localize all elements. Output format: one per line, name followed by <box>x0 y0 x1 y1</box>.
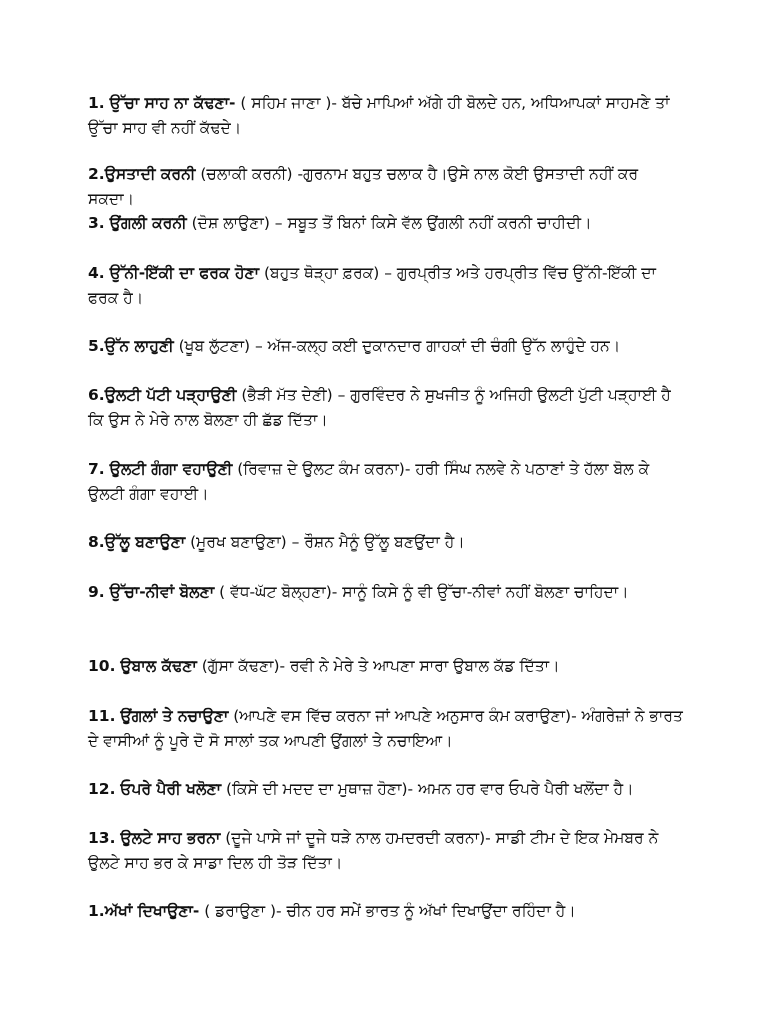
entry-number: 8. <box>88 533 105 551</box>
idiom-meaning-example: ( ਸਹਿਮ ਜਾਣਾ )- ਬੱਚੇ ਮਾਪਿਆਂ ਅੱਗੇ ਹੀ ਬੋਲਦੇ ਹਨ, ਅਧਿਆਪਕਾਂ ਸਾਹਮਣੇ ਤਾਂ ਉੱਚਾ ਸਾਹ ਵੀ ਨਹੀਂ ਕੱਢਦੇ। <box>88 94 670 137</box>
idiom-meaning-example: ( ਵੱਧ-ਘੱਟ ਬੋਲ੍ਹਣਾ)- ਸਾਨੂੰ ਕਿਸੇ ਨੂੰ ਵੀ ਉੱਚਾ-ਨੀਵਾਂ ਨਹੀਂ ਬੋਲਣਾ ਚਾਹਿਦਾ। <box>214 583 629 601</box>
idiom-term: ਉਂਗਲੀ ਕਰਨੀ <box>109 214 187 232</box>
idiom-term: ਉਲਟੇ ਸਾਹ ਭਰਨਾ <box>120 829 221 847</box>
idiom-term: ਉਲਟੀ ਪੱਟੀ ਪੜ੍ਹਾਉਣੀ <box>104 386 237 404</box>
idiom-entry-1 <box>88 91 688 141</box>
idiom-entry-6 <box>88 383 688 433</box>
idiom-meaning-example: (ਦੋਸ਼ ਲਾਉਣਾ) – ਸਬੂਤ ਤੋਂ ਬਿਨਾਂ ਕਿਸੇ ਵੱਲ ਉਂਗਲੀ ਨਹੀਂ ਕਰਨੀ ਚਾਹੀਦੀ। <box>186 214 592 232</box>
idiom-meaning-example: (ਦੂਜੇ ਪਾਸੇ ਜਾਂ ਦੂਜੇ ਧੜੇ ਨਾਲ ਹਮਦਰਦੀ ਕਰਨਾ)- ਸਾਡੀ ਟੀਮ ਦੇ ਇਕ ਮੇਮਬਰ ਨੇ ਉਲਟੇ ਸਾਹ ਭਰ ਕੇ ਸਾਡਾ ਦਿਲ ਹੀ ਤੋੜ ਦਿੱਤਾ। <box>88 829 659 872</box>
idiom-entry-2 <box>88 162 688 212</box>
entry-number: 4. <box>88 264 105 282</box>
idiom-entry-11 <box>88 704 688 754</box>
idiom-term: ਉਲਟੀ ਗੰਗਾ ਵਹਾਉਣੀ <box>109 460 233 478</box>
idiom-term: ਉਂਗਲਾਂ ਤੇ ਨਚਾਉਣਾ <box>120 707 229 725</box>
idiom-entry-8 <box>88 530 688 555</box>
idiom-entry-14 <box>88 899 688 924</box>
idiom-term: ਉਬਾਲ ਕੱਢਣਾ <box>120 657 197 675</box>
idiom-entry-4 <box>88 261 688 311</box>
idiom-meaning-example: (ਕਿਸੇ ਦੀ ਮਦਦ ਦਾ ਮੁਥਾਜ਼ ਹੋਣਾ)- ਅਮਨ ਹਰ ਵਾਰ ਓਪਰੇ ਪੈਰੀ ਖਲੋਂਦਾ ਹੈ। <box>221 780 634 798</box>
entry-number: 6. <box>88 386 105 404</box>
idiom-meaning-example: (ਖੂਬ ਲੁੱਟਣਾ) – ਅੱਜ-ਕਲ੍ਹ ਕਈ ਦੁਕਾਨਦਾਰ ਗਾਹਕਾਂ ਦੀ ਚੰਗੀ ਉੱਨ ਲਾਹੁੰਦੇ ਹਨ। <box>173 337 621 355</box>
idiom-meaning-example: (ਚਲਾਕੀ ਕਰਨੀ) -ਗੁਰਨਾਮ ਬਹੁਤ ਚਲਾਕ ਹੈ।ਉਸੇ ਨਾਲ ਕੋਈ ਉਸਤਾਦੀ ਨਹੀਂ ਕਰ ਸਕਦਾ। <box>88 165 639 208</box>
entry-number: 12. <box>88 780 116 798</box>
idiom-entry-13 <box>88 826 688 876</box>
idiom-entry-12 <box>88 777 688 802</box>
idiom-entry-5 <box>88 334 688 359</box>
idiom-meaning-example: (ਮੂਰਖ ਬਣਾਉਣਾ) – ਰੌਸ਼ਨ ਮੈਨੂੰ ਉੱਲੂ ਬਣਉਂਦਾ ਹੈ। <box>185 533 465 551</box>
entry-number: 13. <box>88 829 116 847</box>
idiom-entry-10 <box>88 654 688 679</box>
entry-number: 1. <box>88 902 105 920</box>
idiom-entry-9 <box>88 580 688 605</box>
idiom-term: ਉੱਨੀ-ਇੱਕੀ ਦਾ ਫਰਕ ਹੋਣਾ <box>109 264 260 282</box>
idiom-meaning-example: (ਗੁੱਸਾ ਕੱਢਣਾ)- ਰਵੀ ਨੇ ਮੇਰੇ ਤੇ ਆਪਣਾ ਸਾਰਾ ਉਬਾਲ ਕੱਡ ਦਿੱਤਾ। <box>196 657 560 675</box>
idiom-meaning-example: (ਰਿਵਾਜ਼ ਦੇ ਉਲਟ ਕੰਮ ਕਰਨਾ)- ਹਰੀ ਸਿੰਘ ਨਲਵੇ ਨੇ ਪਠਾਣਾਂ ਤੇ ਹੱਲਾ ਬੋਲ ਕੇ ਉਲਟੀ ਗੰਗਾ ਵਹਾਈ। <box>88 460 650 503</box>
entry-number: 1. <box>88 94 105 112</box>
entry-number: 9. <box>88 583 105 601</box>
idiom-term: ਉੱਚਾ-ਨੀਵਾਂ ਬੋਲਣਾ <box>109 583 215 601</box>
entry-number: 11. <box>88 707 116 725</box>
idiom-meaning-example: ( ਡਰਾਉਣਾ )- ਚੀਨ ਹਰ ਸਮੇਂ ਭਾਰਤ ਨੂੰ ਅੱਖਾਂ ਦਿਖਾਉਂਦਾ ਰਹਿੰਦਾ ਹੈ। <box>199 902 576 920</box>
entry-number: 3. <box>88 214 105 232</box>
idiom-meaning-example: (ਭੈੜੀ ਮੱਤ ਦੇਣੀ) – ਗੁਰਵਿੰਦਰ ਨੇ ਸੁਖਜੀਤ ਨੂੰ ਅਜਿਹੀ ਉਲਟੀ ਪੁੱਟੀ ਪੜ੍ਹਾਈ ਹੈ ਕਿ ਉਸ ਨੇ ਮੇਰੇ ਨਾਲ ਬੋਲਣਾ ਹੀ ਛੱਡ ਦਿੱਤਾ। <box>88 386 671 429</box>
idiom-term: ਓਪਰੇ ਪੈਰੀ ਖਲੋਣਾ <box>120 780 222 798</box>
idiom-meaning-example: (ਆਪਣੇ ਵਸ ਵਿੱਚ ਕਰਨਾ ਜਾਂ ਆਪਣੇ ਅਨੁਸਾਰ ਕੰਮ ਕਰਾਉਣਾ)- ਅੰਗਰੇਜ਼ਾਂ ਨੇ ਭਾਰਤ ਦੇ ਵਾਸੀਆਂ ਨੂੰ ਪੂਰੇ ਦੋ ਸੋ ਸਾਲਾਂ ਤਕ ਆਪਣੀ ਉਂਗਲਾਂ ਤੇ ਨਚਾਇਆ। <box>88 707 683 750</box>
idiom-meaning-example: (ਬਹੁਤ ਥੋੜ੍ਹਾ ਫ਼ਰਕ) – ਗੁਰਪ੍ਰੀਤ ਅਤੇ ਹਰਪ੍ਰੀਤ ਵਿੱਚ ਉੱਨੀ-ਇੱਕੀ ਦਾ ਫਰਕ ਹੈ। <box>88 264 656 307</box>
idiom-term: ਉੱਨ ਲਾਹੁਣੀ <box>104 337 174 355</box>
idiom-entry-7 <box>88 457 688 507</box>
entry-number: 2. <box>88 165 105 183</box>
idiom-term: ਉਸਤਾਦੀ ਕਰਨੀ <box>104 165 196 183</box>
idiom-term: ਅੱਖਾਂ ਦਿਖਾਉਣਾ- <box>104 902 200 920</box>
entry-number: 5. <box>88 337 105 355</box>
entry-number: 7. <box>88 460 105 478</box>
idiom-entry-3 <box>88 211 688 236</box>
idiom-term: ਉੱਲੂ ਬਣਾਉਣਾ <box>104 533 186 551</box>
entry-number: 10. <box>88 657 116 675</box>
idiom-term: ਉੱਚਾ ਸਾਹ ਨਾ ਕੱਢਣਾ- <box>109 94 236 112</box>
